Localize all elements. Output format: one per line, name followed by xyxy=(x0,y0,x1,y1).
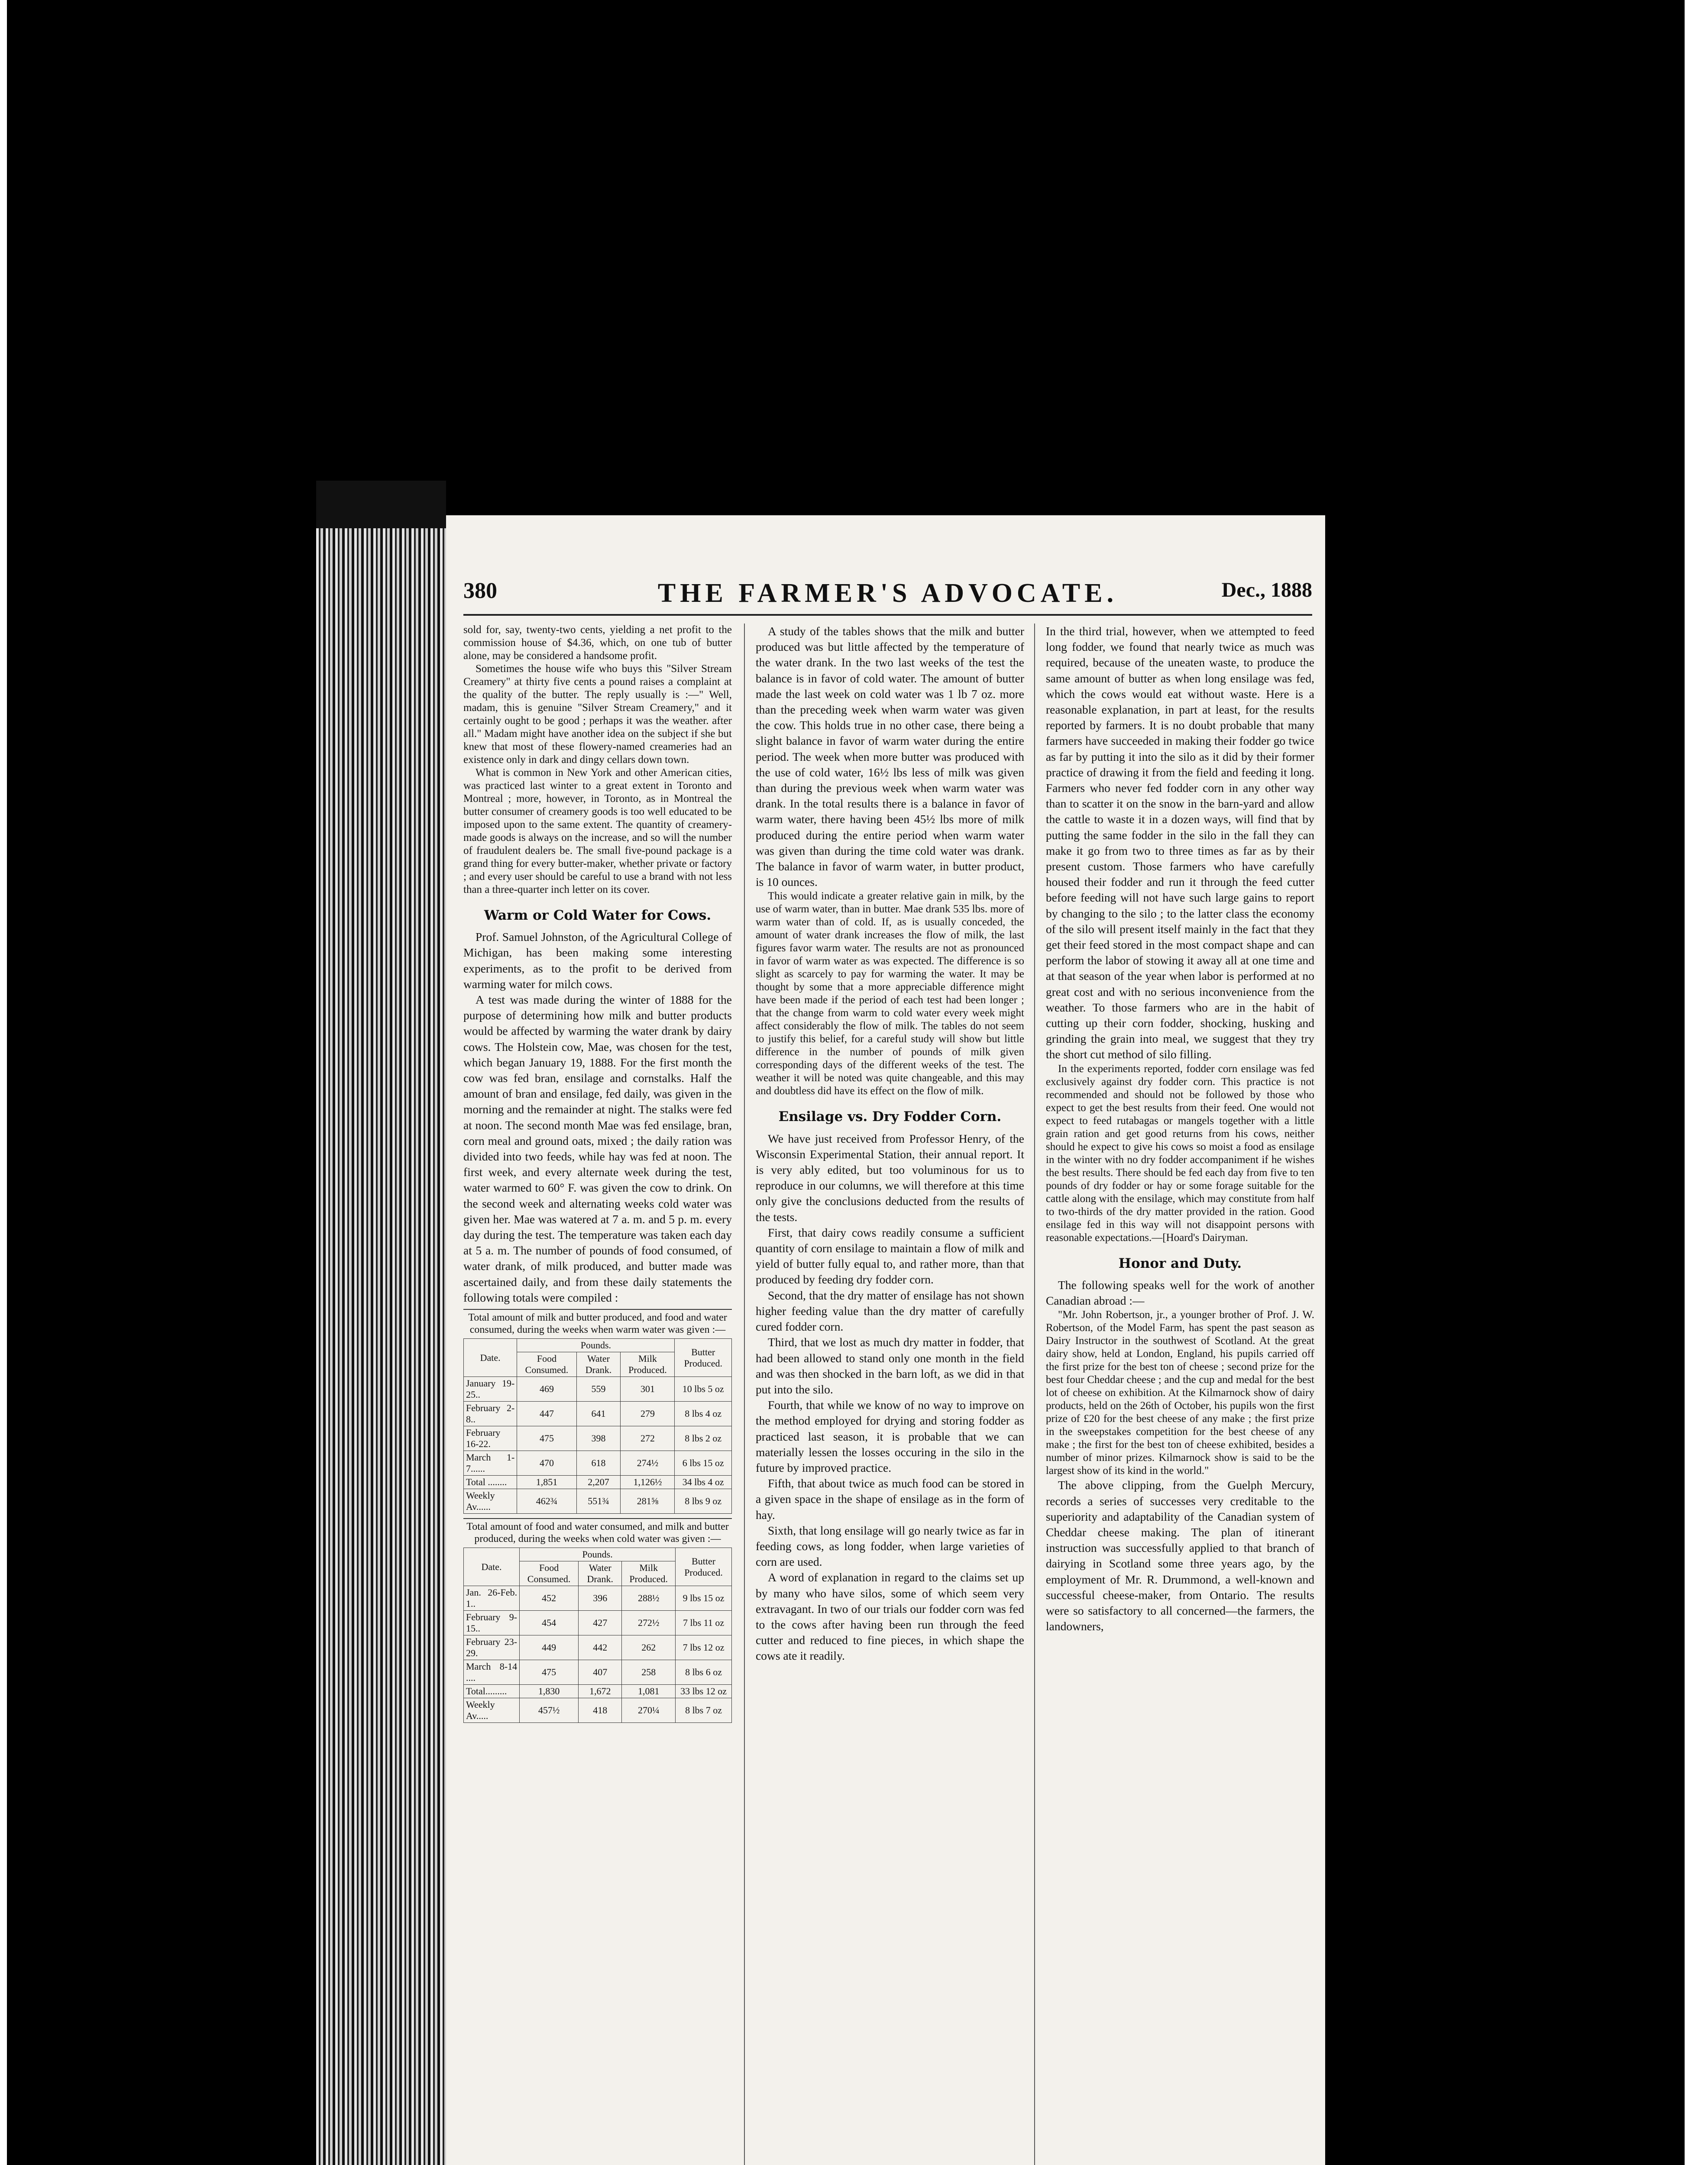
table-row xyxy=(464,1402,732,1426)
table-cell: 301 xyxy=(621,1377,675,1402)
table-cell: 452 xyxy=(520,1586,579,1611)
paragraph: A study of the tables shows that the milk and butter produced was but little affected by the temperature of the water drank. In the two last weeks of the test the balance is in favor of cold water. The amount of butter made the last week on cold water was 1 lb 7 oz. more than the preceding week when warm water was given the cow. This holds true in no other case, there being a slight balance in favor of warm water during the entire period. The week when more butter was produced with the use of cold water, 16½ lbs less of milk was given than during the previous week when warm water was drank. In the total results there is a balance in favor of warm water, there having been 45½ lbs more of milk produced during the entire period when warm water was given than during the time cold water was drank. The balance in favor of warm water, in butter product, is 10 ounces. xyxy=(756,624,1024,889)
table-cell: 272½ xyxy=(622,1611,676,1635)
table-cell: March 8-14 .... xyxy=(464,1660,520,1685)
table-cell: Weekly Av..... xyxy=(464,1698,520,1723)
masthead-title: THE FARMER'S ADVOCATE. xyxy=(657,578,1118,608)
table-group-header: Pounds. xyxy=(520,1548,676,1561)
table-cell: 559 xyxy=(576,1377,621,1402)
table-cell: 9 lbs 15 oz xyxy=(676,1586,732,1611)
paragraph: Fourth, that while we know of no way to improve on the method employed for drying and storing fodder as practiced last season, it is probable that we can materially lessen the losses occuring in the silo in the future by improved practice. xyxy=(756,1398,1024,1474)
issue-date: Dec., 1888 xyxy=(1221,578,1312,601)
table-header: Water Drank. xyxy=(576,1352,621,1377)
table-cell: 279 xyxy=(621,1402,675,1426)
table-cell: 442 xyxy=(579,1635,622,1660)
table-cell: 10 lbs 5 oz xyxy=(675,1377,732,1402)
table-cell: 418 xyxy=(579,1698,622,1723)
table-cell: 407 xyxy=(579,1660,622,1685)
paragraph: The following speaks well for the work of another Canadian abroad :— xyxy=(1046,1278,1314,1308)
table-cell: 258 xyxy=(622,1660,676,1685)
table-header: Butter Produced. xyxy=(676,1548,732,1586)
table-cell: Total ........ xyxy=(464,1476,517,1489)
table-cell: 427 xyxy=(579,1611,622,1635)
table-row xyxy=(464,1660,732,1685)
table-cell: February 16-22. xyxy=(464,1426,517,1451)
cold-water-table xyxy=(463,1548,732,1723)
paragraph: Second, that the dry matter of ensilage has not shown higher feeding value than the dry matter of carefully cured fodder corn. xyxy=(756,1288,1024,1334)
table-cell: 8 lbs 2 oz xyxy=(675,1426,732,1451)
column-2 xyxy=(756,624,1024,1664)
table-cell: February 23-29. xyxy=(464,1635,520,1660)
paragraph: First, that dairy cows readily consume a sufficient quantity of corn ensilage to maintain a flow of milk and yield of butter fully equal to, and rather more, than that produced by feeding dry fodder corn. xyxy=(756,1225,1024,1286)
table-cell: 34 lbs 4 oz xyxy=(675,1476,732,1489)
table-cell: 470 xyxy=(517,1451,576,1476)
table-average-row xyxy=(464,1698,732,1723)
table-cell: 551¾ xyxy=(576,1489,621,1514)
table-cell: February 9-15.. xyxy=(464,1611,520,1635)
table-cell: 8 lbs 7 oz xyxy=(676,1698,732,1723)
table-cell: 272 xyxy=(621,1426,675,1451)
table-row xyxy=(464,1635,732,1660)
table-cell: 641 xyxy=(576,1402,621,1426)
table-cell: 396 xyxy=(579,1586,622,1611)
book-cover-edge xyxy=(316,481,446,528)
quotation: "Mr. John Robertson, jr., a younger brother of Prof. J. W. Robertson, of the Model Farm, has spent the past season as Dairy Instructor in the southwest of Scotland. At the great dairy show, held at London, England, his pupils carried off the first prize for the best ton of cheese ; second prize for the best four Cheddar cheese ; and the cup and medal for the best lot of cheese on exhibition. At the Kilmarnock show of dairy products, held on the 26th of October, his pupils won the first prize of £20 for the best cheese of any make ; the first prize in the sweepstakes competition for the best cheese of any make ; the first for the best ton of cheese exhibited, besides a number of minor prizes. Kilmarnock show is said to be the largest show of its kind in the world." xyxy=(1046,1309,1314,1477)
paragraph: Sixth, that long ensilage will go nearly twice as far in feeding cows, as long fodder, when large varieties of corn are used. xyxy=(756,1523,1024,1569)
table-cell: 1,672 xyxy=(579,1685,622,1698)
warm-water-table xyxy=(463,1338,732,1514)
paragraph: sold for, say, twenty-two cents, yielding a net profit to the commission house of $4.36, which, on one tub of butter alone, may be considered a handsome profit. xyxy=(463,624,732,662)
paragraph: Prof. Samuel Johnston, of the Agricultural College of Michigan, has been making some interesting experiments, as to the profit to be derived from warming water for milch cows. xyxy=(463,930,732,991)
table-cell: 447 xyxy=(517,1402,576,1426)
table-cell: 8 lbs 6 oz xyxy=(676,1660,732,1685)
table-header: Food Consumed. xyxy=(517,1352,576,1377)
column-rule xyxy=(1034,624,1035,2165)
table-row xyxy=(464,1451,732,1476)
table-average-row xyxy=(464,1489,732,1514)
table-total-row xyxy=(464,1476,732,1489)
table-cell: 288½ xyxy=(622,1586,676,1611)
table-cell: 7 lbs 12 oz xyxy=(676,1635,732,1660)
table-cell: 33 lbs 12 oz xyxy=(676,1685,732,1698)
paragraph: Sometimes the house wife who buys this "Silver Stream Creamery" at thirty five cents a pound raises a complaint at the quality of the butter. The reply usually is :—" Well, madam, this is genuine "Silver Stream Creamery," and it certainly ought to be good ; perhaps it was the weather. after all." Madam might have another idea on the subject if she but knew that most of these flowery-named creameries had an existence only in dark and dingy cellars down town. xyxy=(463,663,732,766)
table-header: Date. xyxy=(464,1548,520,1586)
table-row xyxy=(464,1377,732,1402)
table-row xyxy=(464,1426,732,1451)
table-cell: 8 lbs 4 oz xyxy=(675,1402,732,1426)
paragraph: This would indicate a greater relative gain in milk, by the use of warm water, than in butter. Mae drank 535 lbs. more of warm water than of cold. If, as is usually conceded, the amount of water drank increases the flow of milk, the last figures favor warm water. The results are not as pronounced in favor of warm water as was expected. The difference is so slight as scarcely to pay for warming the water. It may be thought by some that a more appreciable difference might have been made if the period of each test had been longer ; that the change from warm to cold water every week might affect considerably the flow of milk. The tables do not seem to justify this belief, for a careful study will show but little difference in the number of pounds of milk given corresponding days of the different weeks of the test. The weather it will be noted was quite changeable, and this may and doubtless did have its effect on the flow of milk. xyxy=(756,890,1024,1097)
table-caption: Total amount of food and water consumed, and milk and butter produced, during the weeks when cold water was given :— xyxy=(463,1518,732,1545)
column-1 xyxy=(463,624,732,1727)
table-header: Water Drank. xyxy=(579,1561,622,1586)
page-number: 380 xyxy=(463,578,497,603)
paragraph: A test was made during the winter of 1888 for the purpose of determining how milk and butter products would be affected by warming the water drank by dairy cows. The Holstein cow, Mae, was chosen for the test, which began January 19, 1888. For the first month the cow was fed bran, ensilage and cornstalks. Half the amount of bran and ensilage, fed daily, was given in the morning and the remainder at night. The stalks were fed at noon. The second month Mae was fed ensilage, bran, corn meal and ground oats, mixed ; the daily ration was divided into two feeds, while hay was fed at noon. The first week, and every alternate week during the test, water warmed to 60° F. was given the cow to drink. On the second week and alternating weeks cold water was given her. Mae was watered at 7 a. m. and 5 p. m. every day during the test. The temperature was taken each day at 5 a. m. The number of pounds of food consumed, of water drank, of milk produced, and butter made was ascertained daily, and from these daily statements the following totals were compiled : xyxy=(463,993,732,1304)
table-cell: 1,126½ xyxy=(621,1476,675,1489)
table-cell: 475 xyxy=(520,1660,579,1685)
table-cell: February 2-8.. xyxy=(464,1402,517,1426)
table-cell: 7 lbs 11 oz xyxy=(676,1611,732,1635)
paragraph: Fifth, that about twice as much food can be stored in a given space in the shape of ensilage as in the form of hay. xyxy=(756,1477,1024,1522)
paragraph: The above clipping, from the Guelph Mercury, records a series of successes very creditable to the superiority and adaptability of the Canadian system of Cheddar cheese making. The plan of itinerant instruction was successfully applied to that branch of dairying in Scotland some three years ago, by the employment of Mr. R. Drummond, a well-known and successful cheese-maker, from Ontario. The results were so satisfactory to all concerned—the farmers, the landowners, xyxy=(1046,1478,1314,1633)
table-caption: Total amount of milk and butter produced, and food and water consumed, during the weeks when warm water was given :— xyxy=(463,1309,732,1336)
table-total-row xyxy=(464,1685,732,1698)
table-header: Milk Produced. xyxy=(622,1561,676,1586)
table-cell: 6 lbs 15 oz xyxy=(675,1451,732,1476)
book-binding xyxy=(316,481,446,2165)
paragraph: In the experiments reported, fodder corn ensilage was fed exclusively against dry fodder corn. This practice is not recommended and should not be followed by those who expect to get the best results from their feed. One would not expect to feed rutabagas or mangels together with a little grain ration and get good returns from his cows, neither should he expect to give his cows so moist a food as ensilage in the winter with no dry fodder accompaniment if he wishes the best results. There should be fed each day from five to ten pounds of dry fodder or hay or some forage suitable for the cattle along with the ensilage, which may constitute from half to two-thirds of the dry matter provided in the ration. Good ensilage fed in this way will not disappoint persons with reasonable expectations.—[Hoard's Dairyman. xyxy=(1046,1063,1314,1244)
header-rule xyxy=(463,614,1312,616)
table-cell: 398 xyxy=(576,1426,621,1451)
table-cell: Total......... xyxy=(464,1685,520,1698)
film-edge-right xyxy=(1685,0,1708,2165)
article-heading: Warm or Cold Water for Cows. xyxy=(484,908,712,923)
table-cell: 2,207 xyxy=(576,1476,621,1489)
table-cell: March 1-7...... xyxy=(464,1451,517,1476)
table-cell: 457½ xyxy=(520,1698,579,1723)
table-cell: Weekly Av...... xyxy=(464,1489,517,1514)
paragraph: A word of explanation in regard to the claims set up by many who have silos, some of which seem very extravagant. In two of our trials our fodder corn was fed to the cows after having been run through the feed cutter and reduced to fine pieces, in which shape the cows ate it readily. xyxy=(756,1570,1024,1663)
table-header: Date. xyxy=(464,1339,517,1377)
table-cell: 449 xyxy=(520,1635,579,1660)
table-cell: 262 xyxy=(622,1635,676,1660)
column-rule xyxy=(744,624,745,2165)
table-header: Butter Produced. xyxy=(675,1339,732,1377)
table-cell: 462¾ xyxy=(517,1489,576,1514)
table-cell: 618 xyxy=(576,1451,621,1476)
table-cell: January 19-25.. xyxy=(464,1377,517,1402)
table-cell: 270¼ xyxy=(622,1698,676,1723)
table-header: Milk Produced. xyxy=(621,1352,675,1377)
table-cell: 1,081 xyxy=(622,1685,676,1698)
article-heading: Ensilage vs. Dry Fodder Corn. xyxy=(778,1109,1002,1125)
paragraph: Third, that we lost as much dry matter in fodder, that had been allowed to stand only one month in the field and was then shocked in the barn loft, as we did in that put into the silo. xyxy=(756,1335,1024,1396)
table-row xyxy=(464,1611,732,1635)
table-row xyxy=(464,1586,732,1611)
paragraph: What is common in New York and other American cities, was practiced last winter to a great extent in Toronto and Montreal ; more, however, in Toronto, as in Montreal the butter consumer of creamery goods is too well educated to be imposed upon to the same extent. The quantity of creamery-made goods is always on the increase, and so will the number of fraudulent dealers be. The small five-pound package is a grand thing for every butter-maker, whether private or factory ; and every user should be careful to use a brand with not less than a three-quarter inch letter on its cover. xyxy=(463,767,732,895)
table-cell: 1,851 xyxy=(517,1476,576,1489)
table-header: Food Consumed. xyxy=(520,1561,579,1586)
table-cell: 454 xyxy=(520,1611,579,1635)
table-cell: Jan. 26-Feb. 1.. xyxy=(464,1586,520,1611)
table-group-header: Pounds. xyxy=(517,1339,675,1352)
table-cell: 8 lbs 9 oz xyxy=(675,1489,732,1514)
table-cell: 1,830 xyxy=(520,1685,579,1698)
table-cell: 469 xyxy=(517,1377,576,1402)
paragraph: We have just received from Professor Henry, of the Wisconsin Experimental Station, their annual report. It is very ably edited, but too voluminous for us to reproduce in our columns, we will therefore at this time only give the conclusions deducted from the results of the tests. xyxy=(756,1131,1024,1224)
film-edge-left xyxy=(0,0,7,2165)
table-cell: 274½ xyxy=(621,1451,675,1476)
paragraph: In the third trial, however, when we attempted to feed long fodder, we found that nearly twice as much was required, because of the uneaten waste, to produce the same amount of butter as when long ensilage was fed, which the cows would eat without waste. Here is a reasonable explanation, in part at least, for the results reported by farmers. It is no doubt probable that many farmers have succeeded in making their fodder go twice as far by putting it into the silo as it did by their former practice of drawing it from the field and feeding it long. Farmers who never fed fodder corn in any other way than to scatter it on the snow in the barn-yard and allow the cattle to waste it in a dozen ways, will find that by putting the same fodder in the silo in the fall they can make it go from two to three times as far as by their present custom. Those farmers who have carefully housed their fodder and run it through the feed cutter before feeding will not have such large gains to report by changing to the silo ; to the latter class the economy of the silo will present itself mainly in the fact that they get their feed stored in the most compact shape and can perform the labor of stowing it away all at one time and at that season of the year when labor is performed at no great cost and with no serious inconvenience from the weather. To those farmers who are in the habit of cutting up their corn fodder, shocking, husking and grinding the grain into meal, we suggest that they try the short cut method of silo filling. xyxy=(1046,624,1314,1061)
article-heading: Honor and Duty. xyxy=(1118,1255,1242,1271)
table-cell: 475 xyxy=(517,1426,576,1451)
page-header xyxy=(463,578,1312,613)
column-3 xyxy=(1046,624,1314,1634)
table-cell: 281⅝ xyxy=(621,1489,675,1514)
newspaper-page xyxy=(446,515,1325,2165)
